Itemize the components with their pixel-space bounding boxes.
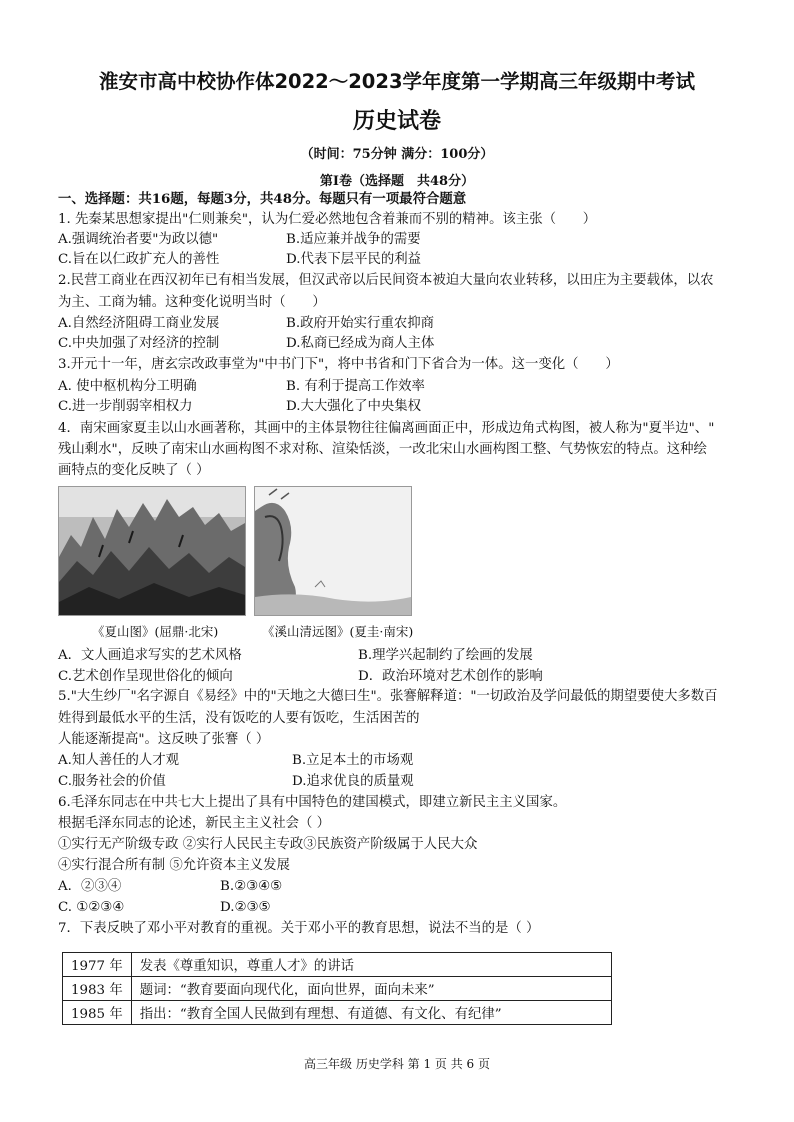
q4-stem-line3: 画特点的变化反映了（ ） <box>58 463 210 478</box>
part-title: 第Ⅰ卷（选择题 共48分） <box>319 174 475 189</box>
q5-option-b: B.立足本土的市场观 <box>292 753 414 768</box>
q1-stem: 1. 先秦某思想家提出"仁则兼矣"，认为仁爱必然地包含着兼而不别的精神。该主张（ ） <box>58 212 597 227</box>
q7-stem: 7．下表反映了邓小平对教育的重视。关于邓小平的教育思想，说法不当的是（ ） <box>58 921 540 936</box>
caption-xishan-qingyuan: 《溪山清远图》(夏圭·南宋) <box>262 624 414 639</box>
table-cell-year: 1977 年 <box>63 953 132 977</box>
q6-option-c: C. ①②③④ <box>58 900 125 915</box>
subject-title: 历史试卷 <box>352 109 441 134</box>
q2-option-c: C.中央加强了对经济的控制 <box>58 336 220 351</box>
q5-option-a: A.知人善任的人才观 <box>58 753 180 768</box>
q6-option-a: A．②③④ <box>58 879 122 894</box>
q4-option-c: C.艺术创作呈现世俗化的倾向 <box>58 669 233 684</box>
q4-option-d: D．政治环境对艺术创作的影响 <box>358 669 543 684</box>
time-score-info: （时间：75分钟 满分：100分） <box>300 147 494 162</box>
table-cell-year: 1983 年 <box>63 977 132 1001</box>
page-footer: 高三年级 历史学科 第 1 页 共 6 页 <box>304 1057 490 1071</box>
q5-stem-line1: 5."大生纱厂"名字源自《易经》中的"天地之大德曰生"。张謇解释道："一切政治及学问最低的期望要使大多数百 <box>58 689 718 704</box>
q2-stem-line2: 为主、工商为辅。这种变化说明当时（ ） <box>58 295 326 310</box>
table-cell-event: 题词：“教育要面向现代化，面向世界，面向未来” <box>131 977 611 1001</box>
q2-option-d: D.私商已经成为商人主体 <box>286 336 435 351</box>
q6-stem-line1: 6.毛泽东同志在中共七大上提出了具有中国特色的建国模式，即建立新民主主义国家。 <box>58 795 567 810</box>
q4-option-b: B.理学兴起制约了绘画的发展 <box>358 648 533 663</box>
q1-option-d: D.代表下层平民的利益 <box>286 252 422 267</box>
painting-xishan-qingyuan <box>254 486 412 616</box>
q3-option-b: B. 有利于提高工作效率 <box>286 379 425 394</box>
q4-stem-line1: 4．南宋画家夏圭以山水画著称，其画中的主体景物往往偏离画面正中，形成边角式构图，被人称为"夏半边"、" <box>58 421 715 436</box>
q3-option-d: D.大大强化了中央集权 <box>286 399 422 414</box>
q4-option-a: A．文人画追求写实的艺术风格 <box>58 648 242 663</box>
q4-stem-line2: 残山剩水"，反映了南宋山水画构图不求对称、渲染恬淡，一改北宋山水画构图工整、气势恢宏的特点。这种绘 <box>58 442 707 457</box>
q3-option-a: A. 使中枢机构分工明确 <box>58 379 197 394</box>
q5-stem-line2: 姓得到最低水平的生活，没有饭吃的人要有饭吃，生活困苦的 <box>58 711 420 726</box>
q1-option-a: A.强调统治者要"为政以德" <box>58 232 219 247</box>
table-cell-event: 指出：“教育全国人民做到有理想、有道德、有文化、有纪律” <box>131 1001 611 1025</box>
q2-stem-line1: 2.民营工商业在西汉初年已有相当发展，但汉武帝以后民间资本被迫大量向农业转移，以田庄为主要载体，以农 <box>58 273 714 288</box>
q6-items-line2: ④实行混合所有制 ⑤允许资本主义发展 <box>58 858 290 873</box>
q2-option-a: A.自然经济阻碍工商业发展 <box>58 316 220 331</box>
q6-option-b: B.②③④⑤ <box>220 879 283 894</box>
landscape-painting-image <box>59 487 245 615</box>
q1-option-b: B.适应兼并战争的需要 <box>286 232 421 247</box>
q3-stem: 3.开元十一年，唐玄宗改政事堂为"中书门下"，将中书省和门下省合为一体。这一变化（ ） <box>58 357 619 372</box>
corner-composition-painting-image <box>255 487 411 615</box>
q6-items-line1: ①实行无产阶级专政 ②实行人民民主专政③民族资产阶级属于人民大众 <box>58 837 478 852</box>
exam-title: 淮安市高中校协作体2022～2023学年度第一学期高三年级期中考试 <box>98 70 696 93</box>
q6-option-d: D.②③⑤ <box>220 900 271 915</box>
q7-table <box>62 952 612 1025</box>
table-row <box>63 953 612 977</box>
table-cell-year: 1985 年 <box>63 1001 132 1025</box>
caption-summer-mountains: 《夏山图》(屈鼎·北宋) <box>92 624 219 639</box>
table-row <box>63 1001 612 1025</box>
q2-option-b: B.政府开始实行重农抑商 <box>286 316 435 331</box>
q6-stem-line2: 根据毛泽东同志的论述，新民主主义社会（ ） <box>58 816 331 831</box>
q1-option-c: C.旨在以仁政扩充人的善性 <box>58 252 220 267</box>
q5-option-c: C.服务社会的价值 <box>58 774 166 789</box>
q3-option-c: C.进一步削弱宰相权力 <box>58 399 193 414</box>
q5-stem-line3: 人能逐渐提高"。这反映了张謇（ ） <box>58 732 270 747</box>
table-cell-event: 发表《尊重知识，尊重人才》的讲话 <box>131 953 611 977</box>
painting-summer-mountains <box>58 486 246 616</box>
q5-option-d: D.追求优良的质量观 <box>292 774 414 789</box>
section-heading: 一、选择题：共16题，每题3分，共48分。每题只有一项最符合题意 <box>58 191 467 207</box>
table-row <box>63 977 612 1001</box>
